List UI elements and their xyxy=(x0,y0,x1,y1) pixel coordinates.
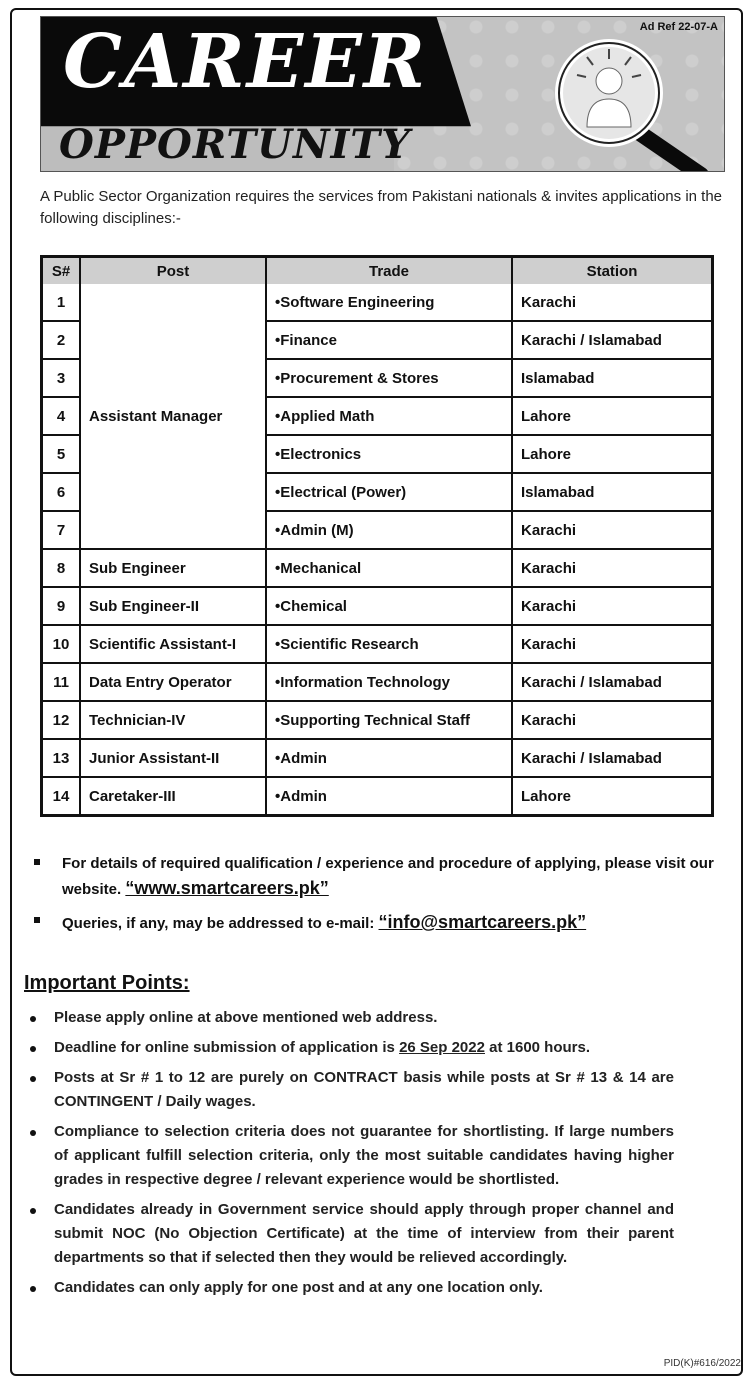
cell-sn: 12 xyxy=(43,702,81,740)
cell-post: Sub Engineer xyxy=(81,550,267,588)
banner-title-career: CAREER xyxy=(63,19,428,105)
cell-trade: • Admin xyxy=(267,740,513,778)
email-note xyxy=(32,910,722,936)
cell-sn: 6 xyxy=(43,474,81,512)
square-bullet-icon xyxy=(34,917,40,923)
col-header-station: Station xyxy=(513,258,711,284)
cell-station: Karachi xyxy=(513,512,711,550)
cell-trade: • Admin xyxy=(267,778,513,814)
table-row xyxy=(43,702,711,740)
cell-station: Lahore xyxy=(521,787,572,805)
table-row xyxy=(43,778,711,814)
cell-station: Karachi xyxy=(513,284,711,322)
cell-trade: • Chemical xyxy=(267,588,513,626)
notes-section xyxy=(32,852,722,944)
cell-trade: • Software Engineering xyxy=(267,284,513,322)
important-points-heading: Important Points: xyxy=(24,972,190,994)
cell-station: Karachi xyxy=(513,626,711,664)
cell-station: Karachi / Islamabad xyxy=(513,740,711,778)
cell-station: Karachi / Islamabad xyxy=(513,664,711,702)
career-banner xyxy=(40,16,725,172)
col-header-trade: Trade xyxy=(267,258,513,284)
cell-sn: 4 xyxy=(43,398,81,436)
list-item: Compliance to selection criteria does not guarantee for shortlisting. If large numbers of applicant fulfill selection criteria, only the most suitable candidates having higher grades in respective degree / relevant experience would be shortlisted. xyxy=(24,1120,674,1192)
cell-sn: 3 xyxy=(43,360,81,398)
cell-station: Karachi xyxy=(513,588,711,626)
website-note-text: For details of required qualification / experience and procedure of applying, please visit our website. xyxy=(62,855,714,898)
cell-trade: • Admin (M) xyxy=(267,512,513,550)
cell-sn: 14 xyxy=(43,778,81,814)
cell-trade: • Mechanical xyxy=(267,550,513,588)
cell-sn: 8 xyxy=(43,550,81,588)
cell-station: Karachi xyxy=(513,702,711,740)
cell-sn: 1 xyxy=(43,284,81,322)
cell-station: Karachi / Islamabad xyxy=(513,322,711,360)
banner-title-opportunity: OPPORTUNITY xyxy=(59,121,411,168)
cell-sn: 13 xyxy=(43,740,81,778)
cell-trade: • Information Technology xyxy=(267,664,513,702)
website-note xyxy=(32,852,722,902)
cell-post: Scientific Assistant-I xyxy=(81,626,267,664)
table-header-row xyxy=(43,258,711,284)
col-header-sn: S# xyxy=(43,258,81,284)
cell-post: Junior Assistant-II xyxy=(81,740,267,778)
cell-post: Assistant Manager xyxy=(81,284,267,550)
table-row xyxy=(43,550,711,588)
cell-trade: • Supporting Technical Staff xyxy=(267,702,513,740)
magnifier-icon xyxy=(521,35,721,172)
cell-post: Technician-IV xyxy=(81,702,267,740)
cell-sn: 5 xyxy=(43,436,81,474)
cell-trade: • Electrical (Power) xyxy=(267,474,513,512)
col-header-post: Post xyxy=(81,258,267,284)
cell-station: Islamabad xyxy=(513,474,711,512)
cell-trade: • Electronics xyxy=(267,436,513,474)
cell-station: Lahore xyxy=(513,398,711,436)
cell-post: Caretaker-III xyxy=(81,778,267,814)
cell-station: Islamabad xyxy=(513,360,711,398)
cell-station: Karachi xyxy=(513,550,711,588)
bullet-icon xyxy=(30,1286,36,1292)
cell-trade: • Scientific Research xyxy=(267,626,513,664)
pid-code: PID(K)#616/2022 xyxy=(663,1358,741,1369)
cell-sn: 10 xyxy=(43,626,81,664)
list-item: Posts at Sr # 1 to 12 are purely on CONTRACT basis while posts at Sr # 13 & 14 are CONTINGENT / Daily wages. xyxy=(24,1066,674,1114)
table-row xyxy=(43,588,711,626)
intro-text: A Public Sector Organization requires the services from Pakistani nationals & invites applications in the following disciplines:- xyxy=(40,188,723,227)
cell-post: Sub Engineer-II xyxy=(81,588,267,626)
square-bullet-icon xyxy=(34,859,40,865)
bullet-icon xyxy=(30,1208,36,1214)
cell-trade: • Applied Math xyxy=(267,398,513,436)
important-points-list xyxy=(24,1006,674,1306)
table-row xyxy=(43,626,711,664)
cell-sn: 7 xyxy=(43,512,81,550)
cell-trade: • Procurement & Stores xyxy=(267,360,513,398)
cell-trade: • Finance xyxy=(267,322,513,360)
table-row xyxy=(43,664,711,702)
website-link[interactable]: “www.smartcareers.pk” xyxy=(125,878,329,898)
list-item: Please apply online at above mentioned web address. xyxy=(24,1006,674,1030)
jobs-table xyxy=(40,255,714,817)
cell-station: Lahore xyxy=(513,436,711,474)
cell-sn: 9 xyxy=(43,588,81,626)
list-item: Deadline for online submission of application is 26 Sep 2022 at 1600 hours. xyxy=(24,1036,674,1060)
cell-sn: 2 xyxy=(43,322,81,360)
bullet-icon xyxy=(30,1130,36,1136)
bullet-icon xyxy=(30,1046,36,1052)
table-row xyxy=(43,740,711,778)
list-item: Candidates already in Government service should apply through proper channel and submit NOC (No Objection Certificate) at the time of interview from their parent departments so that if selected then they would be relieved accordingly. xyxy=(24,1198,674,1270)
ad-reference: Ad Ref 22-07-A xyxy=(639,21,718,33)
deadline-date: 26 Sep 2022 xyxy=(399,1039,485,1056)
cell-sn: 11 xyxy=(43,664,81,702)
bullet-icon xyxy=(30,1016,36,1022)
email-note-text: Queries, if any, may be addressed to e-mail: xyxy=(62,915,375,932)
email-link[interactable]: “info@smartcareers.pk” xyxy=(378,912,587,932)
cell-post: Data Entry Operator xyxy=(81,664,267,702)
bullet-icon xyxy=(30,1076,36,1082)
list-item: Candidates can only apply for one post and at any one location only. xyxy=(24,1276,674,1300)
table-row xyxy=(43,284,711,322)
